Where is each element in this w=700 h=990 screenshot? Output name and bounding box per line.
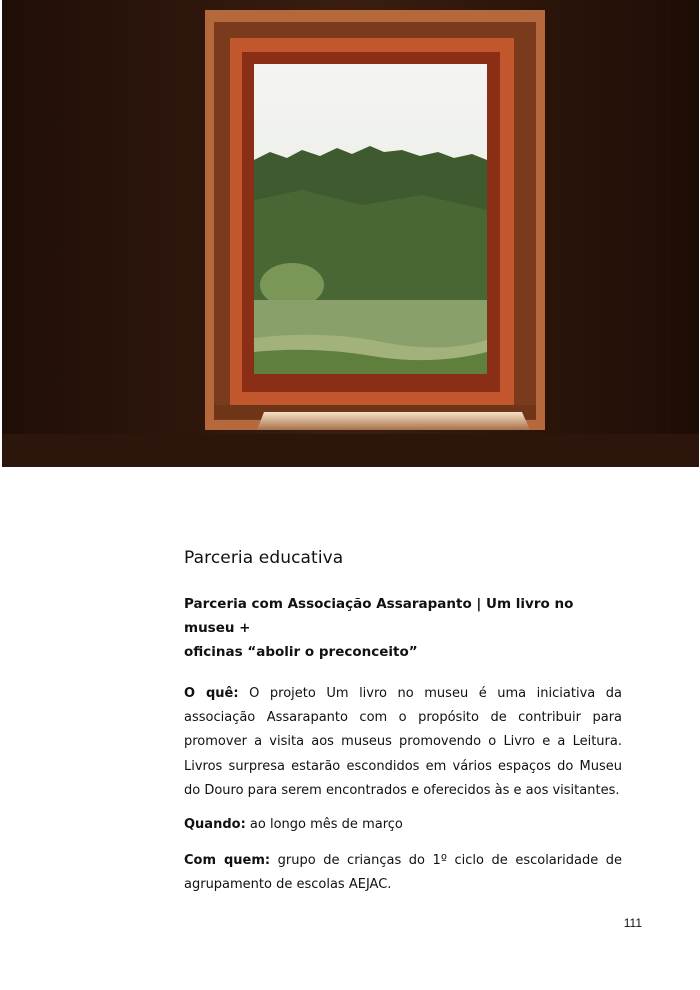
lower-wall <box>2 434 699 467</box>
when-label: Quando: <box>184 817 246 832</box>
window-view-illustration <box>2 0 699 467</box>
page-number: 111 <box>623 916 642 930</box>
section-title: Parceria educativa <box>184 548 344 568</box>
when-text: ao longo mês de março <box>249 817 403 832</box>
who-label: Com quem: <box>184 853 271 868</box>
window-photo <box>2 0 699 467</box>
sunlit-sill <box>257 412 530 430</box>
subtitle-line-2: oficinas “abolir o preconceito” <box>184 644 418 660</box>
subtitle <box>184 592 624 664</box>
subtitle-line-1: Parceria com Associação Assarapanto | Um livro no museu + <box>184 596 574 636</box>
what-text: O projeto Um livro no museu é uma iniciativa da associação Assarapanto com o propósito de contribuir para promover a visita aos museus promovendo o Livro e a Leitura. Livros surpresa estarão escondidos em vários espaços do Museu do Douro para serem encontrados e oferecidos às e aos visitantes. <box>184 686 622 798</box>
what-paragraph <box>184 682 622 803</box>
who-text: grupo de crianças do 1º ciclo de escolaridade de agrupamento de escolas AEJAC. <box>184 853 623 893</box>
who-paragraph <box>184 849 622 897</box>
what-label: O quê: <box>184 686 239 701</box>
when-paragraph <box>184 813 622 837</box>
landscape-view <box>254 64 487 374</box>
